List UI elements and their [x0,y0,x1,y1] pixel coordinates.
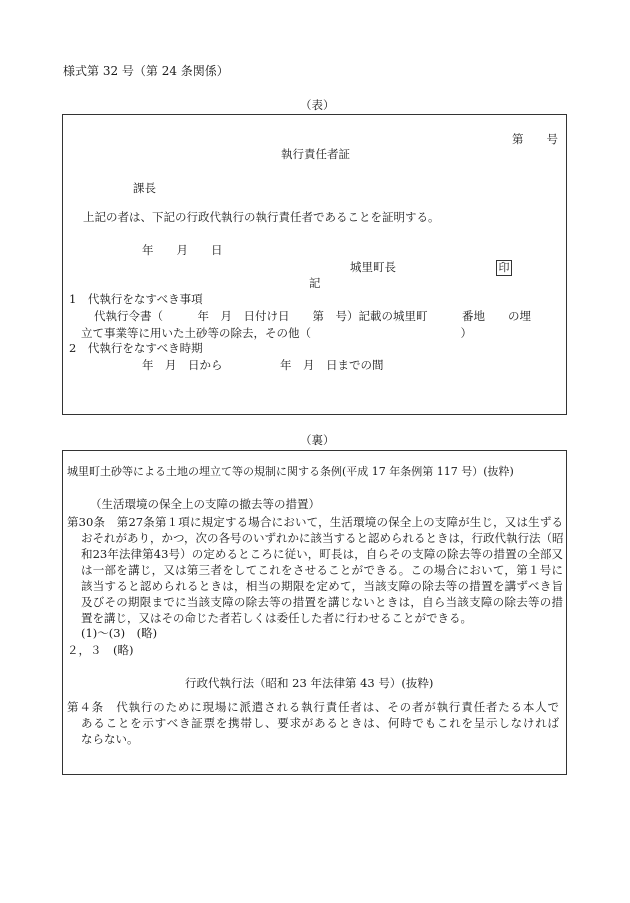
item1-line1: 代執行令書（ 年 月 日付け日 第 号）記載の城里町 番地 の埋 [94,309,531,323]
article4-line: 第４条 代執行のために現場に派遣される執行責任者は、その者が執行責任者たる本人で [67,700,559,714]
form-number-title: 様式第 32 号（第 24 条関係） [63,64,229,78]
article30-caption: （生活環境の保全上の支障の撤去等の措置） [90,497,320,511]
article30-line: 置を講じ，又はその命じた者若しくは委任した者に行わせることができる。 [81,611,472,625]
issuer-name: 城里町長 [350,260,396,274]
article30-line: は一部を講じ，又は第三者をしてこれをさせることができる。この場合において，第１号に [81,563,563,577]
article4-line: ならない。 [81,732,139,746]
back-side-label: （裏） [300,433,335,447]
item1-line2: 立て事業等に用いた土砂等の除去，その他（ ） [81,326,472,340]
article4-line: あることを示すべき証票を携帯し、要求があるときは、何時でもこれを呈示しなければ [81,716,559,730]
article30-line: 第30条 第27条第１項に規定する場合において，生活環境の保全上の支障が生じ，又は生ずる [67,515,563,529]
front-side-label: （表） [300,98,335,112]
ordinance-title: 城里町土砂等による土地の埋立て等の規制に関する条例(平成 17 年条例第 117 号）(抜粋) [67,465,514,478]
law-title: 行政代執行法（昭和 23 年法律第 43 号）(抜粋) [185,676,434,690]
section-chief-label: 課長 [133,181,156,195]
article30-line: 及びその期限までに当該支障の除去等の措置を講じないときは，自ら当該支障の除去等の措 [81,595,563,609]
issue-date-field: 年 月 日 [142,243,223,257]
item1-heading: 1 代執行をなすべき事項 [69,292,203,306]
certification-statement: 上記の者は、下記の行政代執行の執行責任者であることを証明する。 [83,210,440,224]
certificate-title: 執行責任者証 [281,147,350,161]
article30-line: 和23年法律第43号）の定めるところに従い，町長は，自らその支障の除去等の措置の全部又 [81,547,563,561]
article30-line: おそれがあり，かつ，次の各号のいずれかに該当すると認められるときは，行政代執行法（昭 [81,531,564,545]
ki-heading: 記 [309,276,321,290]
item2-period: 年 月 日から 年 月 日までの間 [142,358,384,372]
seal-mark: 印 [496,260,512,276]
omitted-paragraphs: ２，３ (略) [67,643,134,657]
omitted-items: (1)～(3) (略) [81,626,158,640]
back-excerpt-box [62,450,567,775]
certificate-number-field: 第 号 [512,132,558,146]
article30-line: 該当すると認められるときは，相当の期限を定めて，当該支障の除去等の措置を講ずべき旨 [81,579,563,593]
item2-heading: 2 代執行をなすべき時期 [69,341,203,355]
front-certificate-box [62,114,567,415]
